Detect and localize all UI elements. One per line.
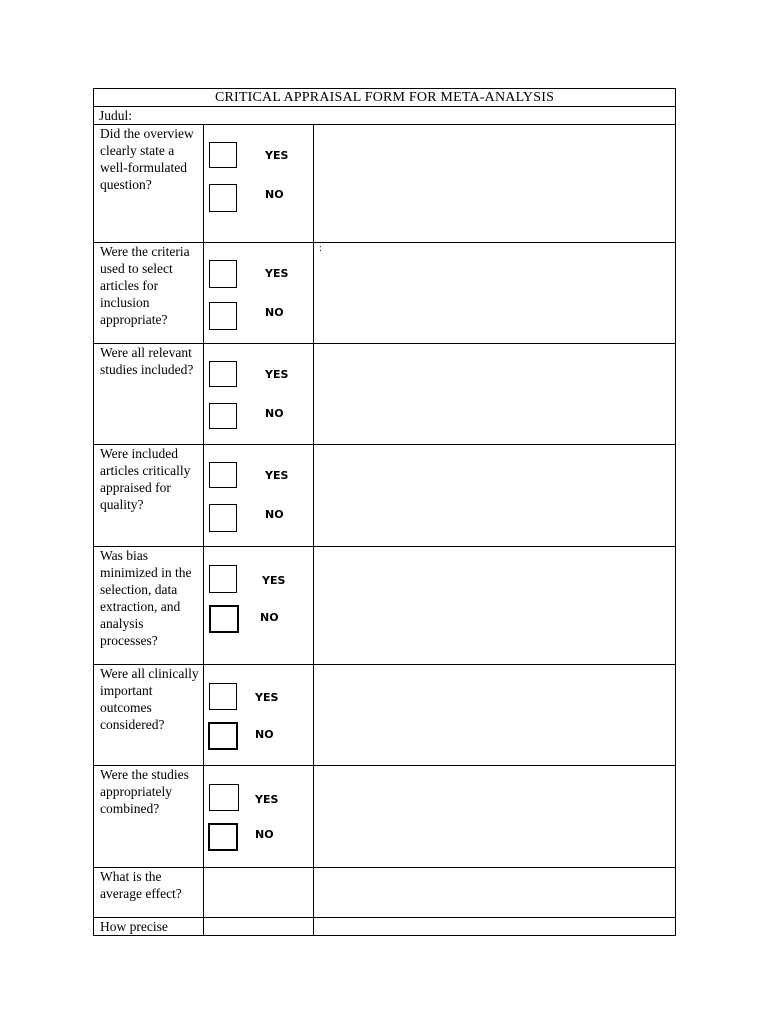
question-cell	[94, 125, 204, 243]
yes-label: YES	[255, 793, 279, 806]
comment-cell[interactable]	[314, 665, 676, 766]
yes-label: YES	[265, 149, 289, 162]
no-checkbox[interactable]	[208, 823, 238, 851]
question-cell	[94, 665, 204, 766]
question-text: Were included articles critically appraised for quality?	[100, 446, 191, 512]
judul-label: Judul:	[94, 107, 676, 125]
no-label: NO	[255, 828, 274, 841]
comment-cell[interactable]	[314, 918, 676, 936]
question-cell	[94, 243, 204, 344]
no-checkbox[interactable]	[208, 722, 238, 750]
comment-cell[interactable]	[314, 547, 676, 665]
question-text: Was bias minimized in the selection, data extraction, and analysis processes?	[100, 548, 192, 648]
comment-cell[interactable]	[314, 766, 676, 868]
question-row	[94, 766, 676, 868]
answer-cell[interactable]	[204, 868, 314, 918]
no-label: NO	[265, 188, 284, 201]
question-row	[94, 665, 676, 766]
yes-label: YES	[262, 574, 286, 587]
question-cell	[94, 766, 204, 868]
yes-checkbox[interactable]	[209, 361, 237, 387]
yes-checkbox[interactable]	[209, 565, 237, 593]
question-row	[94, 344, 676, 445]
comment-cell[interactable]	[314, 125, 676, 243]
answer-cell[interactable]	[204, 918, 314, 936]
no-label: NO	[265, 508, 284, 521]
question-cell	[94, 344, 204, 445]
question-row	[94, 445, 676, 547]
question-row	[94, 918, 676, 936]
no-checkbox[interactable]	[209, 504, 237, 532]
no-checkbox[interactable]	[209, 302, 237, 330]
question-row	[94, 243, 676, 344]
no-label: NO	[265, 306, 284, 319]
no-checkbox[interactable]	[209, 403, 237, 429]
yes-checkbox[interactable]	[209, 683, 237, 710]
question-row	[94, 125, 676, 243]
yes-label: YES	[255, 691, 279, 704]
question-cell	[94, 868, 204, 918]
yes-label: YES	[265, 469, 289, 482]
no-checkbox[interactable]	[209, 605, 239, 633]
question-text: Were the studies appropriately combined?	[100, 767, 189, 816]
answer-options-cell	[204, 125, 314, 243]
question-cell	[94, 445, 204, 547]
yes-label: YES	[265, 267, 289, 280]
form-title: CRITICAL APPRAISAL FORM FOR META-ANALYSIS	[94, 89, 676, 107]
colon-note: :	[319, 243, 322, 254]
comment-cell[interactable]	[314, 344, 676, 445]
yes-checkbox[interactable]	[209, 142, 237, 168]
question-text: Were all relevant studies included?	[100, 345, 194, 377]
question-text: What is the average effect?	[100, 869, 182, 901]
appraisal-form-table	[93, 88, 676, 936]
no-label: NO	[255, 728, 274, 741]
yes-label: YES	[265, 368, 289, 381]
question-row	[94, 868, 676, 918]
question-text: Did the overview clearly state a well-formulated question?	[100, 126, 194, 192]
no-label: NO	[260, 611, 279, 624]
question-text: How precise	[100, 919, 168, 934]
yes-checkbox[interactable]	[209, 784, 239, 811]
yes-checkbox[interactable]	[209, 462, 237, 488]
question-cell	[94, 918, 204, 936]
comment-cell[interactable]	[314, 868, 676, 918]
comment-cell[interactable]	[314, 445, 676, 547]
answer-options-cell	[204, 344, 314, 445]
question-text: Were all clinically important outcomes considered?	[100, 666, 199, 732]
answer-options-cell	[204, 445, 314, 547]
question-cell	[94, 547, 204, 665]
no-label: NO	[265, 407, 284, 420]
answer-options-cell	[204, 243, 314, 344]
no-checkbox[interactable]	[209, 184, 237, 212]
answer-options-cell	[204, 665, 314, 766]
yes-checkbox[interactable]	[209, 260, 237, 288]
comment-cell[interactable]	[314, 243, 676, 344]
question-row	[94, 547, 676, 665]
answer-options-cell	[204, 766, 314, 868]
question-text: Were the criteria used to select articles for inclusion appropriate?	[100, 244, 190, 327]
answer-options-cell	[204, 547, 314, 665]
